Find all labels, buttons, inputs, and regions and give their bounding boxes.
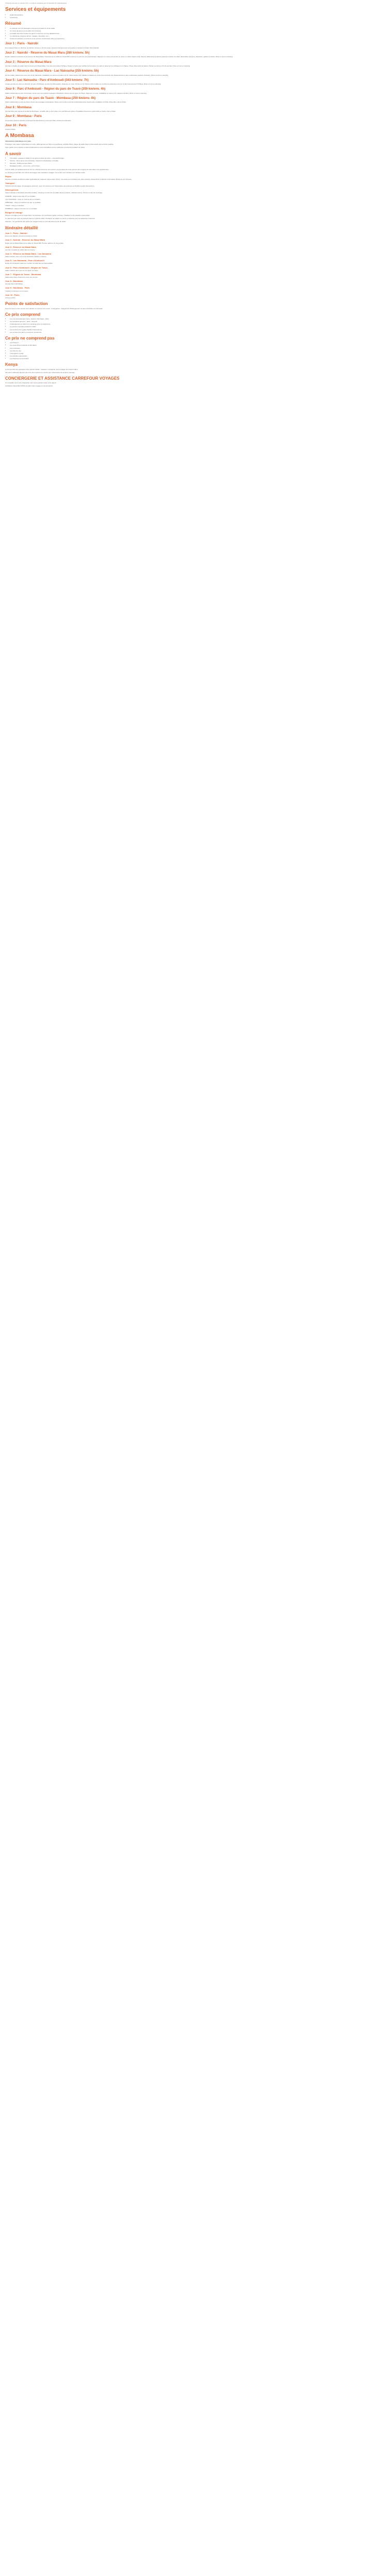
itinerary-day-title: Jour 5 : Lac Naivasha - Parc d'Amboseli <box>5 259 44 262</box>
day-title: Jour 9 : Mombasa - Paris <box>5 115 42 118</box>
repas-title: Repas <box>5 175 12 178</box>
resume-item: • La totalité des frais d'entrée de parcs et réserves pour les déplacements. <box>10 32 376 35</box>
avance-item: • Monnaie : shilling kényan (KES). <box>10 162 376 164</box>
itinerary-day-title: Jour 2 : Nairobi - Réserve du Masai Mara <box>5 239 45 242</box>
itinerary-day-text: Safari matinal puis route vers la région de Tsavo. <box>5 269 39 272</box>
avance-section <box>5 151 376 174</box>
resume-item: • Toutes les activités / excursions et les entrées mentionnées dans le programme. <box>10 38 376 40</box>
day-text: Temps libre jusqu'au transfert à l'aéroport de Mombasa et envol vers Paris. Arrivée le lendemain. <box>5 119 72 122</box>
day-text: Envol depuis Paris en direction de Nairobi. Arrivée en fin de soirée, accueil à l'aéroport par votre guide et transfert à l'hôtel. Nuit à Nairobi. <box>5 46 100 49</box>
day-block <box>5 42 376 49</box>
itinerary-day-text: Journée libre à Mombasa. <box>5 283 23 285</box>
day-block <box>5 97 376 104</box>
day-block <box>5 88 376 94</box>
services-title: Services et équipements <box>5 7 66 13</box>
hotel-line: MOMBASA : Hôtel en bord de mer ou similaire <box>5 207 37 210</box>
intro-text: Circuit de 13 jours en camion 4x4 + 3 nuits en camping pour l'ensemble 21 nuits/camping. <box>5 2 67 4</box>
hotel-line: NAIROBI : Hôtel centre-ville (3*) ou similaire <box>5 195 36 197</box>
itinerary-day <box>5 232 376 237</box>
day-block <box>5 70 376 76</box>
kenya-paragraph: Le Kenya offre des paysages d'une grande variété : savanes, montagnes, lacs et plages de l'océan Indien. <box>5 368 78 370</box>
avance-item: • Vaccins : fièvre jaune recommandée, traitement antipaludéen conseillé. <box>10 160 376 162</box>
avance-paragraph: Le camping se fait dans des camps aménagés avec sanitaires partagés. Les tentes sont montées par l'équipe locale. <box>5 171 86 174</box>
day-title: Jour 2 : Nairobi - Réserve du Masai Mara (280 km/env. 5h) <box>5 51 90 55</box>
itinerary-day-text: Route vers Amboseli, safari au coucher du soleil face au Kilimandjaro. <box>5 262 53 265</box>
day-text: Journée libre pour découvrir la ville de Mombasa : la vieille ville, le Fort Jesus, les marchés aux épices. Possibilité d'excursion optionnelle en boutre. Nuit à l'hôtel. <box>5 110 116 112</box>
resume-item: • Le matériel de camping (tentes, matelas, ustensiles, etc.). <box>10 35 376 37</box>
day-block <box>5 124 376 131</box>
hotel-line: LAC NAIVASHA : Camp en bord de lac ou similaire <box>5 198 40 200</box>
itinerary-day-text: Safari dans Tsavo Ouest puis route vers la côte. <box>5 276 38 278</box>
includes-item: • Les vols internationaux Paris - Nairobi / Mombasa - Paris <box>10 318 376 320</box>
budget-paragraph: Le paiement par carte est accepté dans les grandes villes. Privilégier les dollars ou euros en espèces pour les dépenses courantes. <box>5 217 95 220</box>
itinerary-day-text: Safari matinal, route vers le lac Naivasha, balade en bateau. <box>5 256 47 258</box>
excludes-item: • L'assurance voyage <box>10 352 376 354</box>
document-page <box>0 0 381 392</box>
services-item: • Cuisinier(e) <box>10 16 376 19</box>
satisfaction-section <box>5 301 376 310</box>
day-title: Jour 5 : Lac Naivasha - Parc d'Amboseli (343 km/env. 7h) <box>5 78 89 82</box>
includes-item: • La pension complète pendant le safari <box>10 326 376 328</box>
budget-section <box>5 211 376 223</box>
kenya-paragraph: Ses parcs nationaux figurent parmi les plus réputés au monde pour l'observation de la faune sauvage. <box>5 371 75 374</box>
days-section <box>5 42 376 130</box>
mombasa-title: A Mombasa <box>5 133 34 139</box>
itinerary-day <box>5 286 376 292</box>
day-text: Arrivée à Paris. <box>5 128 16 131</box>
avance-list <box>5 157 376 167</box>
itinerary-day <box>5 239 376 244</box>
excludes-item: • Les boissons <box>10 342 376 344</box>
day-text: Journée complète de safari dans la réserve du Masai Mara, l'une des plus belles d'Afrique. Départ à l'aube pour profiter de la lumière du matin et observer les prédateurs en chasse. Pique-nique dans la savane. Retour au camp en fin de journée. Dîner et nuit en camping. <box>5 65 190 67</box>
itinerary-day-text: Arrivée à Paris. <box>5 296 16 299</box>
hebergement-text: Hôtel à Nairobi et Mombasa (chambre double), camping en tente lors du safari (tentes 2 places, matelas fournis). Prévoir un sac de couchage. <box>5 192 103 194</box>
hotel-line: AMBOSELI : Camp à l'extérieur du parc ou similaire <box>5 201 41 204</box>
hotel-line: TSAVO : Camp ou similaire <box>5 204 24 207</box>
budget-paragraph: Attention : les pourboires font partie des usages locaux et sont attendus à la fin du safari. <box>5 221 67 223</box>
includes-item: • Les entrées des parcs et réserves mentionnés <box>10 331 376 333</box>
itinerary-day-title: Jour 1 : Paris - Nairobi <box>5 232 27 235</box>
itinerary-day-text: Route vers le Masai Mara via la vallée du Grand Rift. Premier safari en fin de journée. <box>5 242 64 244</box>
kenya-title: Kenya <box>5 362 18 367</box>
transport-title: Transport <box>5 182 15 184</box>
day-text: Safari matinal dans le parc de Tsavo Ouest, aux paysages volcaniques. Route vers la côte et arrivée à Mombasa dans l'après-midi. Installation à l'hôtel. Dîner libre. Nuit à l'hôtel. <box>5 101 126 104</box>
day-block <box>5 52 376 58</box>
hebergement-section <box>5 189 376 210</box>
budget-title: Budget et change <box>5 211 23 214</box>
services-list <box>5 14 376 19</box>
day-block <box>5 61 376 67</box>
repas-text: Pension complète pendant le safari (petit-déjeuner, déjeuner pique-nique, dîner). Les repas sont préparés par notre cuisinier. Repas libres à Nairobi et Mombasa. Boissons non incluses. <box>5 178 132 180</box>
itinerary-day <box>5 294 376 299</box>
mombasa-section <box>5 133 376 148</box>
day-text: Safari matinal dans le parc d'Amboseli, réputé pour ses grands troupeaux d'éléphants. Route vers la région de Tsavo, déjeuner en route. Installation au camp et fin d'après-midi libre. Dîner et nuit en camping. <box>5 92 147 94</box>
itinerary-day-title: Jour 7 : Région de Tsavo - Mombasa <box>5 273 41 276</box>
excludes-item: • Les repas libres à Nairobi et Mombasa <box>10 344 376 346</box>
transport-text: Véhicule 4x4 aménagé, 13 passagers maximum, avec toit ouvrant pour l'observation des animaux et chauffeur-guide francophone. <box>5 185 95 188</box>
avance-title: A savoir <box>5 151 22 156</box>
day-text: Départ matinal en direction de la réserve du Masai Mara. Traversée de la vallée du Grand Rift et arrêt à un point de vue panoramique. Déjeuner en route puis arrivée au camp en milieu d'après-midi. Premier safari dans la réserve jusqu'au coucher du soleil, observation des lions, éléphants, girafes et zèbres. Dîner et nuit en camping. <box>5 56 233 58</box>
includes-title: Ce prix comprend <box>5 312 41 317</box>
satisfaction-title: Points de satisfaction <box>5 301 48 306</box>
includes-list <box>5 318 376 333</box>
includes-item: • L'hébergement en hôtel et en camping selon le programme <box>10 323 376 325</box>
services-section <box>5 7 376 19</box>
itinerary-title: Itinéraire détaillé <box>5 225 38 230</box>
itinerary-day-title: Jour 3 : Réserve du Masai Mara <box>5 245 36 248</box>
resume-item: • Le véhicule 4x4 (13 passagers maximum) pendant le circuit safari. <box>10 27 376 29</box>
day-block <box>5 79 376 86</box>
avance-item: • Décalage horaire : +1h en été, +2h en hiver. <box>10 165 376 167</box>
day-title: Jour 8 : Mombasa <box>5 106 32 109</box>
kenya-section <box>5 362 376 374</box>
avance-item: • Formalités : passeport valide 6 mois après la date de retour + visa électronique. <box>10 157 376 159</box>
day-block <box>5 106 376 113</box>
itinerary-day-title: Jour 8 : Mombasa <box>5 280 23 283</box>
day-text: Dernier safari matinal puis route vers le lac Naivasha. Installation au camp en bordure du lac. Dans l'après-midi, balade en bateau sur le lac à la rencontre des hippopotames et des nombreuses espèces d'oiseaux. Dîner et nuit en camping. <box>5 74 169 76</box>
excludes-item: • Les pourboires <box>10 347 376 349</box>
mombasa-subtitle: Informations à Mombasa et à Lamu <box>5 140 31 143</box>
budget-paragraph: Prévoir un budget pour les repas libres, les boissons, les pourboires (guide, cuisinier, chauffeur) et les activités optionnelles. <box>5 214 90 217</box>
itinerary-day-title: Jour 9 : Mombasa - Paris <box>5 286 30 290</box>
day-title: Jour 1 : Paris - Nairobi <box>5 42 39 46</box>
itinerary-day-title: Jour 4 : Réserve du Masai Mara - Lac Naivasha <box>5 252 51 255</box>
day-title: Jour 6 : Parc d'Amboseli - Région du parc de Tsavo (200 km/env. 4h) <box>5 88 106 91</box>
assistance-paragraph: Assistance disponible 24h/24 pendant votre voyage en cas de besoin. <box>5 385 53 387</box>
resume-item: • Un camp de tente lors du safari (2 à 3 tentes). <box>10 30 376 32</box>
day-block <box>5 115 376 122</box>
excludes-item: • Les frais de visa <box>10 350 376 352</box>
itinerary-day-text: Transfert à l'aéroport et vol retour. <box>5 290 28 292</box>
day-title: Jour 7 : Région du parc de Tsavo - Mombasa (250 km/env. 4h) <box>5 96 96 100</box>
avance-paragraph: Lors du safari, les déplacements se font en véhicule 4x4 avec toit ouvrant. Les journées de route peuvent être longues sur des pistes non goudronnées. <box>5 168 109 171</box>
day-text: Longue journée de route en direction du parc d'Amboseli, au pied du Kilimandjaro. Déjeuner en route. Arrivée en fin d'après-midi et safari au coucher du soleil avec vue sur le plus haut sommet d'Afrique. Dîner et nuit en camping. <box>5 83 161 86</box>
assistance-paragraph: Un conseiller est à votre disposition pour toute question avant votre départ. <box>5 382 57 384</box>
excludes-title: Ce prix ne comprend pas <box>5 335 55 341</box>
excludes-section <box>5 336 376 360</box>
excludes-item: • Les dépenses personnelles <box>10 358 376 360</box>
itinerary-section <box>5 226 376 299</box>
includes-section <box>5 312 376 333</box>
hebergement-title: Hébergement <box>5 189 19 192</box>
itinerary-day <box>5 280 376 285</box>
itinerary-day <box>5 259 376 264</box>
resume-section <box>5 21 376 40</box>
mombasa-paragraph: Votre guide vous remettra un carnet d'adresses et vous conseillera sur les meilleures excursions à réaliser sur place. <box>5 146 85 149</box>
itinerary-day <box>5 246 376 251</box>
itinerary-day <box>5 273 376 278</box>
itinerary-day <box>5 266 376 272</box>
services-item: • Guide francophone <box>10 14 376 16</box>
day-title: Jour 3 : Réserve du Masai Mara <box>5 60 52 64</box>
resume-title: Résumé <box>5 21 22 26</box>
itinerary-day-title: Jour 10 : Paris <box>5 293 20 296</box>
mombasa-paragraph: Prolongez votre séjour à Mombasa ou Lamu. Hébergement en hôtel ou guesthouse, activités libres, plages de sable blanc et découverte de la culture swahilie. <box>5 143 114 146</box>
excludes-list <box>5 342 376 360</box>
itinerary-day-text: Envol vers Nairobi. Accueil et transfert à l'hôtel. <box>5 235 38 238</box>
resume-list <box>5 27 376 40</box>
assistance-section <box>5 376 376 387</box>
repas-section <box>5 175 376 180</box>
itinerary-day-text: Journée complète de safari dans la réserve. <box>5 248 36 251</box>
satisfaction-text: Nous sommes à votre écoute pour adapter ce circuit à vos envies : prolongation, changement d'hébergement ou ajout d'activités sur demande. <box>5 307 103 310</box>
assistance-title: CONCIERGERIE ET ASSISTANCE CARREFOUR VOYAGES <box>5 376 120 381</box>
day-title: Jour 10 : Paris <box>5 124 27 127</box>
excludes-item: • Les activités optionnelles <box>10 355 376 357</box>
includes-item: • Les services d'un guide-chauffeur francophone <box>10 329 376 331</box>
day-title: Jour 4 : Réserve du Masai Mara - Lac Naivasha (255 km/env. 5h) <box>5 70 99 73</box>
itinerary-day-title: Jour 6 : Parc d'Amboseli - Région de Tsavo <box>5 266 48 269</box>
itinerary-day <box>5 252 376 258</box>
transport-section <box>5 182 376 187</box>
includes-item: • Les transferts aéroport - hôtel - aéroport <box>10 320 376 323</box>
